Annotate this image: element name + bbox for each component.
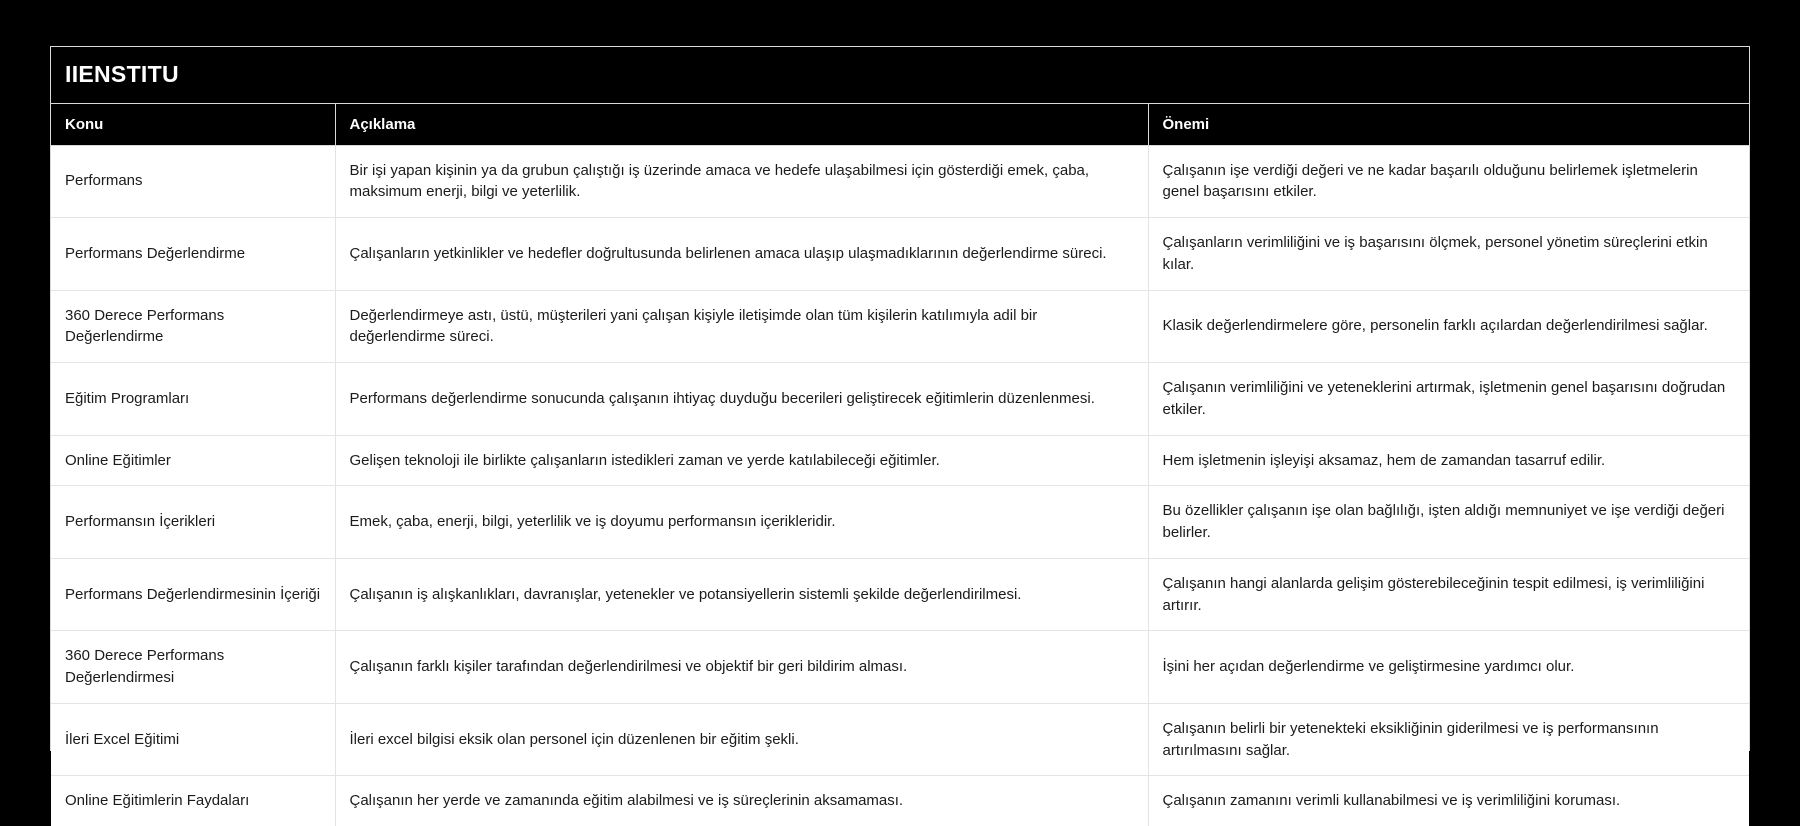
table-row xyxy=(51,486,1749,559)
content-table-container xyxy=(50,46,1750,810)
cell-aciklama: Bir işi yapan kişinin ya da grubun çalıştığı iş üzerinde amaca ve hedefe ulaşabilmesi için gösterdiği emek, çaba, maksimum enerji, bilgi ve yeterlilik. xyxy=(335,145,1148,218)
cell-onemi: Çalışanın hangi alanlarda gelişim gösterebileceğinin tespit edilmesi, iş verimliliğini artırır. xyxy=(1148,558,1749,631)
cell-onemi: Hem işletmenin işleyişi aksamaz, hem de zamandan tasarruf edilir. xyxy=(1148,435,1749,486)
cell-konu: Performans xyxy=(51,145,335,218)
cell-konu: İleri Excel Eğitimi xyxy=(51,703,335,776)
table-row xyxy=(51,435,1749,486)
column-header-konu: Konu xyxy=(51,103,335,145)
cell-aciklama: Gelişen teknoloji ile birlikte çalışanların istedikleri zaman ve yerde katılabileceği eğitimler. xyxy=(335,435,1148,486)
cell-onemi: Klasik değerlendirmelere göre, personelin farklı açılardan değerlendirilmesi sağlar. xyxy=(1148,290,1749,363)
table-row xyxy=(51,218,1749,291)
cell-aciklama: İleri excel bilgisi eksik olan personel için düzenlenen bir eğitim şekli. xyxy=(335,703,1148,776)
cell-konu: Performansın İçerikleri xyxy=(51,486,335,559)
table-row xyxy=(51,631,1749,704)
cell-aciklama: Çalışanların yetkinlikler ve hedefler doğrultusunda belirlenen amaca ulaşıp ulaşmadıklarının değerlendirme süreci. xyxy=(335,218,1148,291)
performance-topics-table xyxy=(51,47,1749,826)
table-body xyxy=(51,145,1749,826)
table-row xyxy=(51,776,1749,826)
table-row xyxy=(51,363,1749,436)
column-header-aciklama: Açıklama xyxy=(335,103,1148,145)
table-row xyxy=(51,558,1749,631)
cell-onemi: Çalışanın belirli bir yetenekteki eksikliğinin giderilmesi ve iş performansının artırılmasını sağlar. xyxy=(1148,703,1749,776)
cell-onemi: Çalışanların verimliliğini ve iş başarısını ölçmek, personel yönetim süreçlerini etkin kılar. xyxy=(1148,218,1749,291)
cell-konu: 360 Derece Performans Değerlendirmesi xyxy=(51,631,335,704)
brand-title: IIENSTITU xyxy=(51,47,1749,103)
table-row xyxy=(51,290,1749,363)
cell-konu: Online Eğitimler xyxy=(51,435,335,486)
table-row xyxy=(51,145,1749,218)
column-header-row xyxy=(51,103,1749,145)
cell-konu: Eğitim Programları xyxy=(51,363,335,436)
table-row xyxy=(51,703,1749,776)
cell-aciklama: Çalışanın farklı kişiler tarafından değerlendirilmesi ve objektif bir geri bildirim alması. xyxy=(335,631,1148,704)
cell-onemi: İşini her açıdan değerlendirme ve geliştirmesine yardımcı olur. xyxy=(1148,631,1749,704)
cell-konu: Performans Değerlendirmesinin İçeriği xyxy=(51,558,335,631)
cell-konu: 360 Derece Performans Değerlendirme xyxy=(51,290,335,363)
cell-onemi: Bu özellikler çalışanın işe olan bağlılığı, işten aldığı memnuniyet ve işe verdiği değeri belirler. xyxy=(1148,486,1749,559)
cell-aciklama: Emek, çaba, enerji, bilgi, yeterlilik ve iş doyumu performansın içerikleridir. xyxy=(335,486,1148,559)
column-header-onemi: Önemi xyxy=(1148,103,1749,145)
cell-aciklama: Çalışanın iş alışkanlıkları, davranışlar, yetenekler ve potansiyellerin sistemli şekilde değerlendirilmesi. xyxy=(335,558,1148,631)
cell-aciklama: Çalışanın her yerde ve zamanında eğitim alabilmesi ve iş süreçlerinin aksamaması. xyxy=(335,776,1148,826)
cell-aciklama: Performans değerlendirme sonucunda çalışanın ihtiyaç duyduğu becerileri geliştirecek eğitimlerin düzenlenmesi. xyxy=(335,363,1148,436)
cell-onemi: Çalışanın zamanını verimli kullanabilmesi ve iş verimliliğini koruması. xyxy=(1148,776,1749,826)
cell-konu: Online Eğitimlerin Faydaları xyxy=(51,776,335,826)
table-header-group xyxy=(51,47,1749,145)
cell-aciklama: Değerlendirmeye astı, üstü, müşterileri yani çalışan kişiyle iletişimde olan tüm kişilerin katılımıyla adil bir değerlendirme süreci. xyxy=(335,290,1148,363)
cell-konu: Performans Değerlendirme xyxy=(51,218,335,291)
brand-title-row xyxy=(51,47,1749,103)
cell-onemi: Çalışanın verimliliğini ve yeteneklerini artırmak, işletmenin genel başarısını doğrudan etkiler. xyxy=(1148,363,1749,436)
cell-onemi: Çalışanın işe verdiği değeri ve ne kadar başarılı olduğunu belirlemek işletmelerin genel başarısını etkiler. xyxy=(1148,145,1749,218)
